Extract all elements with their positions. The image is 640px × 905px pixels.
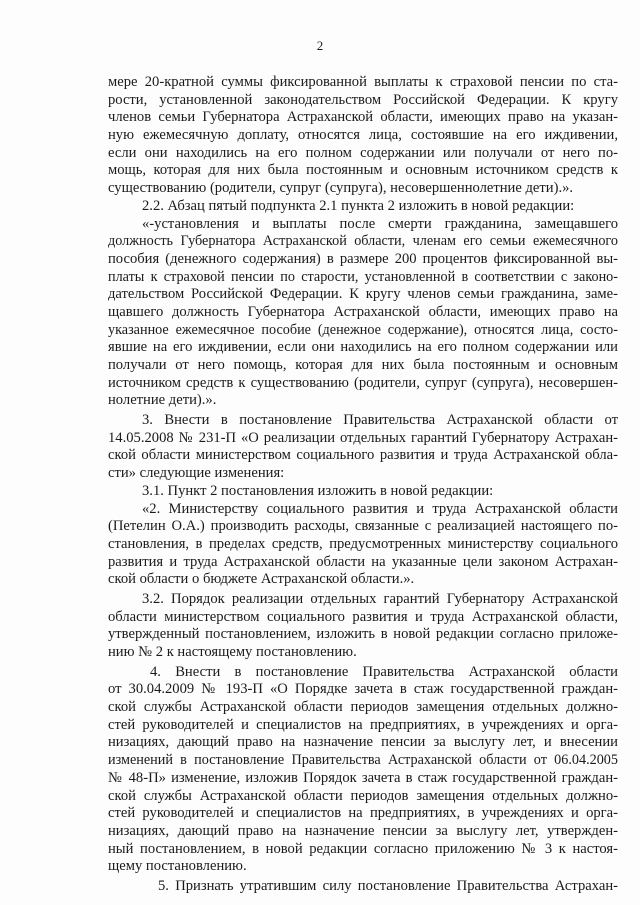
text-line: 2.2. Абзац пятый подпункта 2.1 пункта 2 изложить в новой редакции: bbox=[142, 197, 575, 214]
text-line: рости, установленной законодательством Российской Федерации. К кругу bbox=[108, 91, 618, 108]
document-body bbox=[108, 74, 618, 896]
text-line: низациях, дающий право на назначение пенсии за выслугу лет, и внесении bbox=[108, 734, 618, 751]
text-line: ской службы Астраханской области периодов замещения отдельных должно- bbox=[108, 699, 618, 716]
text-line: 3. Внести в постановление Правительства Астраханской области от bbox=[142, 412, 618, 429]
text-line: развития и труда Астраханской области на указанные цели законом Астрахан- bbox=[108, 553, 618, 570]
text-line: от 30.04.2009 № 193-П «О Порядке зачета в стаж государственной граждан- bbox=[108, 681, 618, 698]
text-line: области министерством социального развития и труда Астраханской области, bbox=[108, 608, 618, 625]
text-line: сти» следующие изменения: bbox=[108, 465, 285, 482]
text-line: нию № 2 к настоящему постановлению. bbox=[108, 644, 357, 660]
text-line: существованию (родители, супруг (супруга), несовершеннолетние дети).». bbox=[108, 180, 574, 197]
text-line: мере 20-кратной суммы фиксированной выплаты к страховой пенсии по ста- bbox=[108, 74, 618, 90]
text-line: источником средств к существованию (родители, супруг (супруга), несовершен- bbox=[108, 374, 618, 391]
text-line: ской области о бюджете Астраханской области.». bbox=[108, 571, 415, 588]
text-line: становления, в пределах средств, предусмотренных министерству социального bbox=[108, 535, 618, 552]
text-line: низациях, дающий право на назначение пенсии за выслугу лет, утвержден- bbox=[108, 822, 618, 839]
text-line: 5. Признать утратившим силу постановление Правительства Астрахан- bbox=[158, 877, 618, 894]
text-line: членов семьи Губернатора Астраханской области, имеющих право на указан- bbox=[108, 109, 618, 126]
text-line: щему постановлению. bbox=[108, 858, 247, 875]
text-line: 14.05.2008 № 231-П «О реализации отдельных гарантий Губернатору Астрахан- bbox=[108, 429, 618, 446]
text-line: мощь, которая для них была постоянным и основным источником средств к bbox=[108, 162, 618, 179]
text-line: платы к страховой пенсии по старости, установленной в соответствии с законо- bbox=[108, 268, 618, 285]
text-line: должность Губернатора Астраханской области, членам его семьи ежемесячного bbox=[108, 233, 618, 250]
text-line: 4. Внести в постановление Правительства Астраханской области bbox=[150, 663, 618, 680]
text-line: дательством Российской Федерации. К кругу членов семьи гражданина, заме- bbox=[108, 286, 618, 303]
text-line: «-установления и выплаты после смерти гражданина, замещавшего bbox=[142, 215, 618, 232]
text-line: стей руководителей и специалистов на предприятиях, в учреждениях и орга- bbox=[108, 716, 618, 733]
text-line: щавшего должность Губернатора Астраханской области, имеющих право на bbox=[108, 303, 618, 320]
text-line: «2. Министерству социального развития и труда Астраханской области bbox=[142, 500, 618, 517]
text-line: если они находились на его полном содержании или получали от него по- bbox=[108, 144, 618, 161]
page-number: 2 bbox=[316, 38, 324, 53]
text-line: указанное ежемесячное пособие (денежное содержание), относятся лица, состо- bbox=[108, 321, 618, 338]
text-line: № 48-П» изменение, изложив Порядок зачета в стаж государственной граждан- bbox=[108, 769, 618, 786]
text-line: нолетние дети).». bbox=[108, 392, 217, 409]
text-line: явшие на его иждивении, если они находились на его полном содержании или bbox=[108, 339, 618, 356]
text-line: 3.1. Пункт 2 постановления изложить в новой редакции: bbox=[142, 482, 494, 499]
text-line: (Петелин О.А.) производить расходы, связанные с реализацией настоящего по- bbox=[108, 518, 618, 535]
text-line: изменений в постановление Правительства Астраханской области от 06.04.2005 bbox=[108, 752, 618, 769]
text-line: 3.2. Порядок реализации отдельных гарантий Губернатору Астраханской bbox=[142, 590, 618, 607]
text-line: ской службы Астраханской области периодов замещения отдельных должно- bbox=[108, 787, 618, 804]
text-line: утвержденный постановлением, изложить в новой редакции согласно приложе- bbox=[108, 626, 618, 643]
text-line: пособия (денежного содержания) в размере 200 процентов фиксированной вы- bbox=[108, 250, 618, 267]
text-line: ской области министерством социального развития и труда Астраханской обла- bbox=[108, 447, 618, 464]
text-line: ную ежемесячную доплату, относятся лица, состоявшие на его иждивении, bbox=[108, 127, 618, 144]
text-line: ный постановлением, в новой редакции согласно приложению № 3 к настоя- bbox=[108, 840, 618, 857]
text-line: получали от него помощь, которая для них была постоянным и основным bbox=[108, 357, 618, 373]
text-line: стей руководителей и специалистов на предприятиях, в учреждениях и орга- bbox=[108, 805, 618, 822]
